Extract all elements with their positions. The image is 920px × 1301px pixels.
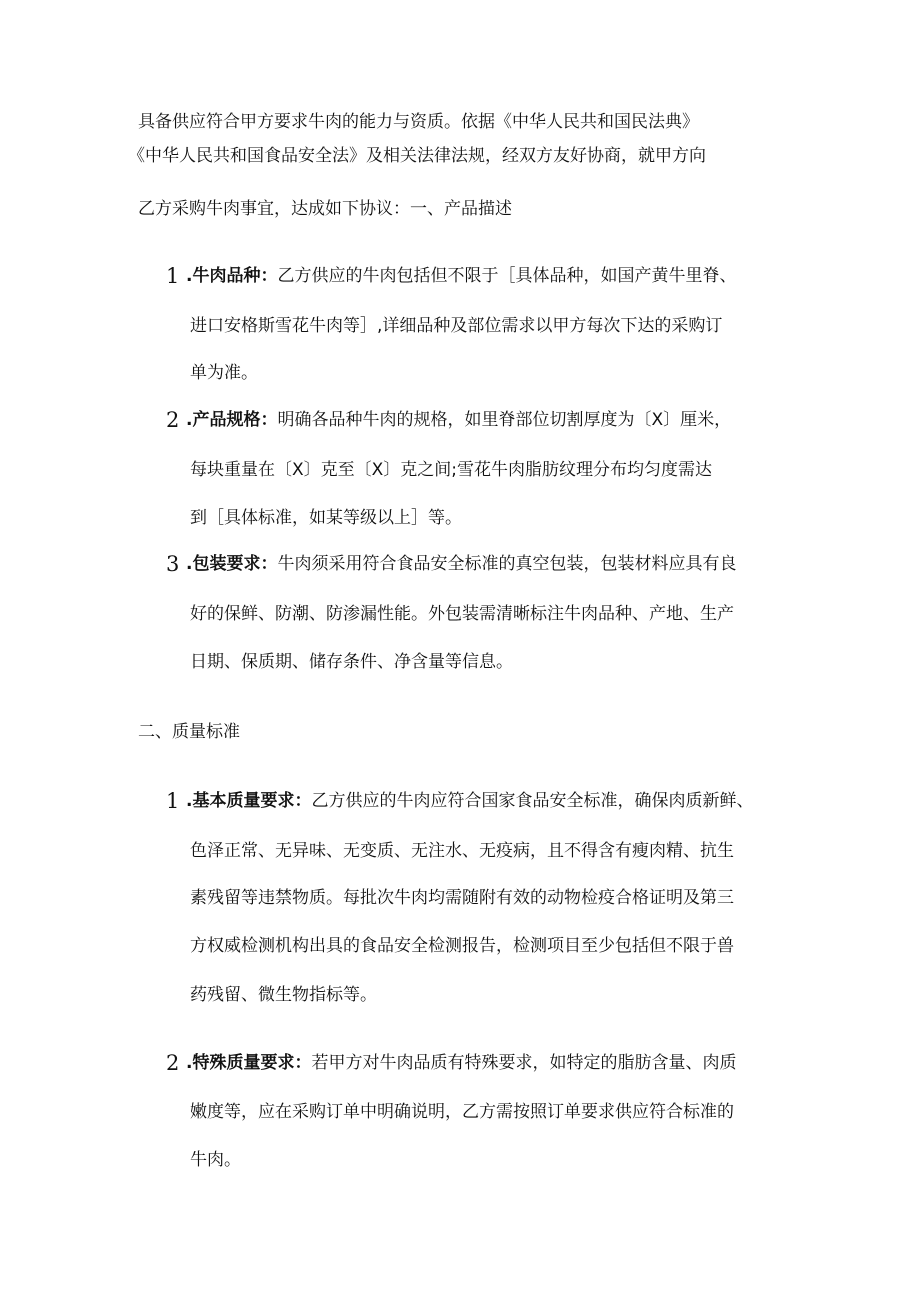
list-item-term: .牛肉品种： xyxy=(186,266,278,286)
list-item-first-line xyxy=(186,1051,736,1075)
list-number: 2 xyxy=(166,1051,180,1075)
list-item-line: 每块重量在〔X〕克至〔X〕克之间;雪花牛肉脂肪纹理分布均匀度需达 xyxy=(190,460,713,480)
list-item-text: 牛肉须采用符合食品安全标准的真空包装，包装材料应具有良 xyxy=(277,554,737,574)
list-item-line: 进口安格斯雪花牛肉等］,详细品种及部位需求以甲方每次下达的采购订 xyxy=(190,316,723,336)
list-item-line: 单为准。 xyxy=(190,363,258,383)
list-item-first-line xyxy=(186,264,736,288)
intro-line-1: 具备供应符合甲方要求牛肉的能力与资质。依据《中华人民共和国民法典》 xyxy=(138,112,699,132)
list-item-line: 日期、保质期、储存条件、净含量等信息。 xyxy=(190,652,513,672)
intro-line-3: 乙方采购牛肉事宜，达成如下协议：一、产品描述 xyxy=(138,199,512,219)
list-item-text: 若甲方对牛肉品质有特殊要求，如特定的脂肪含量、肉质 xyxy=(311,1053,737,1073)
list-number: 1 xyxy=(166,264,180,288)
list-item-term: .基本质量要求： xyxy=(186,791,312,811)
list-item-line: 色泽正常、无异味、无变质、无注水、无疫病，且不得含有瘦肉精、抗生 xyxy=(190,841,734,861)
list-item-term: .包装要求： xyxy=(186,554,278,574)
list-item-term: .产品规格： xyxy=(186,410,278,430)
list-item-text: 明确各品种牛肉的规格，如里脊部位切割厚度为〔X〕厘米， xyxy=(277,410,732,430)
list-number: 1 xyxy=(166,789,180,813)
list-item-first-line xyxy=(186,408,731,432)
list-item-line: 到［具体标准，如某等级以上］等。 xyxy=(190,508,462,528)
list-item-line: 素残留等违禁物质。每批次牛肉均需随附有效的动物检疫合格证明及第三 xyxy=(190,888,734,908)
list-item-line: 牛肉。 xyxy=(190,1150,241,1170)
list-item-text: 乙方供应的牛肉应符合国家食品安全标准，确保肉质新鲜、 xyxy=(311,791,754,811)
section-heading: 二、质量标准 xyxy=(138,722,240,742)
list-number: 2 xyxy=(166,408,180,432)
list-number: 3 xyxy=(166,552,180,576)
list-item-line: 药残留、微生物指标等。 xyxy=(190,985,377,1005)
list-item-line: 嫩度等，应在采购订单中明确说明，乙方需按照订单要求供应符合标准的 xyxy=(190,1102,734,1122)
list-item-text: 乙方供应的牛肉包括但不限于［具体品种，如国产黄牛里脊、 xyxy=(277,266,737,286)
list-item-first-line xyxy=(186,552,736,576)
intro-line-2: 《中华人民共和国食品安全法》及相关法律法规，经双方友好协商，就甲方向 xyxy=(128,146,706,166)
list-item-line: 方权威检测机构出具的食品安全检测报告，检测项目至少包括但不限于兽 xyxy=(190,936,734,956)
list-item-term: .特殊质量要求： xyxy=(186,1053,312,1073)
list-item-line: 好的保鲜、防潮、防渗漏性能。外包装需清晰标注牛肉品种、产地、生产 xyxy=(190,604,734,624)
list-item-first-line xyxy=(186,789,753,813)
